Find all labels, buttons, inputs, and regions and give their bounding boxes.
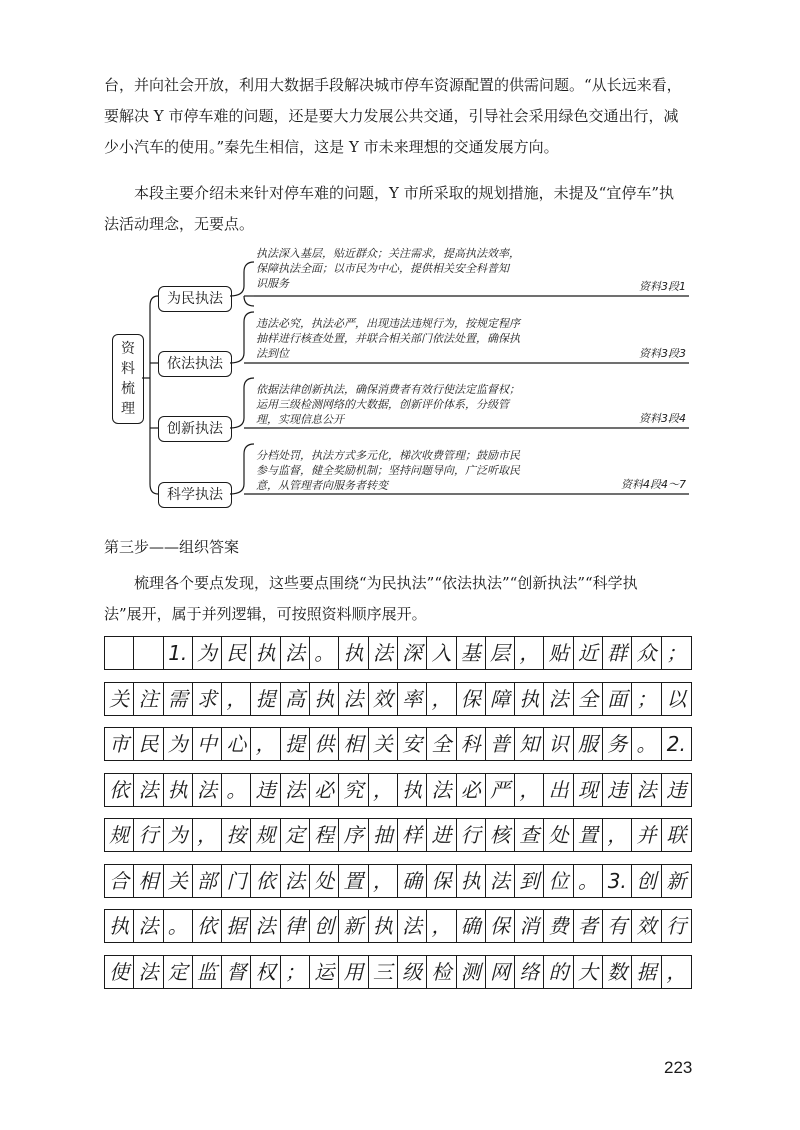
answer-grid-cell: 位	[544, 865, 573, 897]
answer-grid-cell: 求	[193, 683, 222, 715]
answer-grid-cell: 样	[398, 819, 427, 851]
answer-grid-cell: 三	[369, 956, 398, 988]
answer-grid-cell: 法	[339, 683, 368, 715]
answer-grid-cell: 监	[193, 956, 222, 988]
answer-grid-cell: 究	[339, 774, 368, 806]
answer-grid-cell: 众	[632, 637, 661, 669]
answer-grid-cell: 确	[457, 910, 486, 942]
answer-grid-row	[104, 682, 692, 716]
answer-grid-cell: 法	[134, 910, 163, 942]
answer-grid-cell: 违	[251, 774, 280, 806]
answer-grid-cell: 置	[574, 819, 603, 851]
answer-grid-cell	[105, 637, 134, 669]
answer-grid-cell: 。	[222, 774, 251, 806]
text-line: 要解决 Y 市停车难的问题，还是要大力发展公共交通，引导社会采用绿色交通出行，减	[104, 107, 679, 125]
paragraph-2	[104, 178, 696, 240]
answer-grid-cell: 创	[310, 910, 339, 942]
answer-grid-cell: 络	[515, 956, 544, 988]
text-line: 台，并向社会开放，利用大数据手段解决城市停车资源配置的供需问题。“从长远来看，	[104, 76, 682, 94]
answer-grid-cell: 必	[457, 774, 486, 806]
desc-line: 依据法律创新执法，确保消费者有效行使法定监督权；	[256, 383, 520, 396]
answer-grid-cell: 检	[427, 956, 456, 988]
branch-desc-1	[256, 246, 606, 291]
root-char: 梳	[121, 381, 135, 397]
answer-grid-cell: 。	[310, 637, 339, 669]
answer-grid-cell: 近	[574, 637, 603, 669]
answer-grid-cell: 高	[281, 683, 310, 715]
root-char: 资	[121, 341, 135, 357]
desc-line: 意，从管理者向服务者转变	[256, 479, 388, 492]
answer-grid-cell: 效	[369, 683, 398, 715]
step-heading	[104, 532, 696, 563]
desc-line: 参与监督，健全奖励机制；坚持问题导向，广泛听取民	[256, 464, 520, 477]
answer-grid-cell: 3.	[603, 865, 632, 897]
answer-grid-cell: 运	[310, 956, 339, 988]
step-heading-text: 第三步——组织答案	[104, 538, 240, 556]
material-mindmap	[104, 240, 696, 520]
answer-grid-cell: ；	[281, 956, 310, 988]
answer-grid-cell: 有	[603, 910, 632, 942]
answer-grid-row	[104, 818, 692, 852]
branch-source-2: 资料3段3	[639, 347, 686, 360]
answer-grid-cell: 督	[222, 956, 251, 988]
answer-grid-cell: 保	[427, 865, 456, 897]
answer-grid-cell: 执	[105, 910, 134, 942]
answer-grid-cell: 用	[339, 956, 368, 988]
answer-grid-cell: 市	[105, 728, 134, 760]
answer-grid-cell: ，	[222, 683, 251, 715]
answer-grid-cell: 法	[251, 910, 280, 942]
answer-grid-cell: ，	[515, 637, 544, 669]
answer-grid-cell: 。	[632, 728, 661, 760]
answer-grid-cell: 现	[574, 774, 603, 806]
branch-source-3: 资料3段4	[639, 412, 686, 425]
answer-grid-cell: 入	[427, 637, 456, 669]
answer-grid-cell: 全	[574, 683, 603, 715]
desc-line: 执法深入基层，贴近群众；关注需求，提高执法效率，	[256, 247, 520, 260]
answer-grid-cell: 法	[281, 774, 310, 806]
answer-grid-cell: 提	[251, 683, 280, 715]
answer-grid-cell: 执	[515, 683, 544, 715]
answer-grid-cell: 心	[222, 728, 251, 760]
answer-grid-cell: 定	[281, 819, 310, 851]
root-node	[112, 334, 144, 424]
answer-grid-cell: 服	[574, 728, 603, 760]
text-line: 本段主要介绍未来针对停车难的问题，Y 市所采取的规划措施，未提及“宜停车”执	[134, 184, 675, 202]
answer-grid-cell: 基	[457, 637, 486, 669]
answer-grid-cell: 新	[666, 868, 687, 893]
answer-grid-cell: ，	[515, 774, 544, 806]
answer-grid-cell: 行	[457, 819, 486, 851]
answer-grid-cell: 进	[427, 819, 456, 851]
answer-grid-cell	[134, 637, 163, 669]
answer-grid-cell: 法	[427, 774, 456, 806]
answer-grid-cell: 按	[222, 819, 251, 851]
answer-grid-row	[104, 955, 692, 989]
answer-grid-cell: 的	[544, 956, 573, 988]
answer-grid-cell: 法	[486, 865, 515, 897]
text-line: 法活动理念，无要点。	[104, 215, 255, 233]
answer-grid-cell: 程	[310, 819, 339, 851]
answer-grid-cell: ；	[666, 641, 687, 665]
answer-grid-cell: 违	[603, 774, 632, 806]
answer-grid-cell: 律	[281, 910, 310, 942]
answer-grid-cell: 2.	[666, 732, 686, 756]
answer-grid-cell: 执	[369, 910, 398, 942]
paragraph-1	[104, 70, 696, 163]
answer-grid-cell: ，	[369, 865, 398, 897]
answer-grid-cell: ，	[427, 683, 456, 715]
answer-grid-cell: 安	[398, 728, 427, 760]
answer-grid-cell: 关	[369, 728, 398, 760]
answer-grid-cell: 依	[251, 865, 280, 897]
answer-grid-cell: 消	[515, 910, 544, 942]
text-line: 梳理各个要点发现，这些要点围绕“为民执法”“依法执法”“创新执法”“科学执	[134, 574, 638, 592]
answer-grid-cell: 贴	[544, 637, 573, 669]
answer-grid-cell: 抽	[369, 819, 398, 851]
paragraph-3	[104, 568, 696, 630]
answer-grid-cell: 部	[193, 865, 222, 897]
answer-grid-cell: 关	[164, 865, 193, 897]
branch-label-1: 为民执法	[158, 286, 232, 312]
answer-grid-cell: 必	[310, 774, 339, 806]
answer-grid-cell: 门	[222, 865, 251, 897]
answer-grid-cell: 法	[193, 774, 222, 806]
answer-grid-cell: 面	[603, 683, 632, 715]
answer-grid-row	[104, 727, 692, 761]
answer-grid-cell: 使	[105, 956, 134, 988]
answer-grid-cell: 查	[515, 819, 544, 851]
answer-grid-cell: 执	[457, 865, 486, 897]
answer-grid-cell: 务	[603, 728, 632, 760]
answer-grid-cell: 执	[398, 774, 427, 806]
answer-grid-cell: 知	[515, 728, 544, 760]
answer-grid-cell: 民	[222, 637, 251, 669]
answer-grid-cell: 大	[574, 956, 603, 988]
text-line: 法”展开，属于并列逻辑，可按照资料顺序展开。	[104, 605, 427, 623]
branch-label-3: 创新执法	[158, 416, 232, 442]
answer-grid-cell: 处	[544, 819, 573, 851]
root-char: 理	[121, 401, 135, 417]
answer-grid-cell: 法	[281, 865, 310, 897]
answer-grid-cell: ，	[427, 910, 456, 942]
answer-grid-cell: 保	[486, 910, 515, 942]
answer-grid-cell: 供	[310, 728, 339, 760]
answer-grid-cell: 法	[134, 956, 163, 988]
answer-grid-cell: ，	[666, 959, 687, 984]
answer-grid-cell: 严	[486, 774, 515, 806]
answer-grid-cell: 法	[544, 683, 573, 715]
answer-grid-cell: 法	[134, 774, 163, 806]
answer-grid-cell: 群	[603, 637, 632, 669]
answer-grid-cell: 创	[632, 865, 661, 897]
answer-grid-cell: 联	[666, 823, 687, 847]
answer-grid-cell: 以	[666, 686, 687, 711]
answer-grid-cell: 。	[164, 910, 193, 942]
answer-grid-cell: 依	[105, 774, 134, 806]
answer-grid-cell: 执	[339, 637, 368, 669]
answer-grid-cell: 违	[666, 777, 687, 802]
answer-grid-cell: 相	[134, 865, 163, 897]
answer-grid-row	[104, 636, 692, 670]
desc-line: 违法必究，执法必严，出现违法违规行为，按规定程序	[256, 317, 520, 330]
page-number: 223	[664, 1058, 693, 1077]
desc-line: 保障执法全面；以市民为中心，提供相关安全科普知	[256, 262, 509, 275]
answer-grid-cell: ，	[251, 728, 280, 760]
answer-grid-cell: 权	[251, 956, 280, 988]
answer-grid-cell: 法	[398, 910, 427, 942]
answer-grid-cell: 相	[339, 728, 368, 760]
answer-grid-cell: 核	[486, 819, 515, 851]
answer-grid-cell: 规	[105, 819, 134, 851]
answer-grid-cell: 率	[398, 683, 427, 715]
answer-grid-cell: 确	[398, 865, 427, 897]
answer-grid-cell: 执	[310, 683, 339, 715]
answer-grid-cell: 费	[544, 910, 573, 942]
answer-grid-cell: 序	[339, 819, 368, 851]
answer-grid-cell: 数	[603, 956, 632, 988]
answer-grid-row	[104, 864, 692, 898]
answer-grid-cell: 并	[632, 819, 661, 851]
desc-line: 识服务	[256, 277, 289, 290]
answer-grid-row	[104, 773, 692, 807]
answer-grid-row	[104, 909, 692, 943]
branch-desc-3	[256, 382, 606, 427]
answer-grid-cell: 据	[632, 956, 661, 988]
answer-grid-cell: 效	[632, 910, 661, 942]
answer-grid-cell: 据	[222, 910, 251, 942]
desc-line: 分档处罚，执法方式多元化，梯次收费管理；鼓励市民	[256, 449, 520, 462]
answer-grid-cell: 行	[134, 819, 163, 851]
answer-grid-cell: 法	[632, 774, 661, 806]
answer-grid-cell: 新	[339, 910, 368, 942]
answer-grid-cell: 中	[193, 728, 222, 760]
desc-line: 法到位	[256, 347, 289, 360]
answer-grid-cell: 测	[457, 956, 486, 988]
answer-grid-cell: 置	[339, 865, 368, 897]
desc-line: 抽样进行核查处置，并联合相关部门依法处置，确保执	[256, 332, 520, 345]
answer-grid-cell: 为	[164, 728, 193, 760]
answer-grid-cell: 民	[134, 728, 163, 760]
answer-grid-cell: 为	[193, 637, 222, 669]
answer-grid-cell: 保	[457, 683, 486, 715]
answer-grid-cell: 需	[164, 683, 193, 715]
answer-grid-cell: 行	[666, 914, 687, 938]
answer-grid-cell: 法	[281, 637, 310, 669]
answer-grid-cell: 深	[398, 637, 427, 669]
answer-grid-cell: ，	[369, 774, 398, 806]
answer-grid-cell: 科	[457, 728, 486, 760]
answer-grid-cell: 执	[164, 774, 193, 806]
answer-grid-cell: 障	[486, 683, 515, 715]
branch-label-2: 依法执法	[158, 351, 232, 377]
branch-desc-2	[256, 316, 606, 361]
answer-grid-cell: ；	[632, 683, 661, 715]
answer-grid-cell: 执	[251, 637, 280, 669]
answer-grid-cell: 为	[164, 819, 193, 851]
desc-line: 理，实现信息公开	[256, 413, 344, 426]
answer-grid-cell: 合	[105, 865, 134, 897]
answer-grid-cell: 处	[310, 865, 339, 897]
answer-grid-cell: 全	[427, 728, 456, 760]
branch-desc-4	[256, 448, 606, 493]
answer-grid-cell: 层	[486, 637, 515, 669]
branch-label-4: 科学执法	[158, 482, 232, 508]
branch-source-4: 资料4段4～7	[621, 478, 686, 491]
branch-source-1: 资料3段1	[639, 280, 686, 293]
answer-grid-cell: 1.	[164, 637, 193, 669]
text-line: 少小汽车的使用。”秦先生相信，这是 Y 市未来理想的交通发展方向。	[104, 138, 559, 156]
answer-grid-cell: 关	[105, 683, 134, 715]
answer-grid-cell: 识	[544, 728, 573, 760]
answer-grid-cell: ，	[603, 819, 632, 851]
answer-grid-cell: 网	[486, 956, 515, 988]
answer-grid-cell: 定	[164, 956, 193, 988]
answer-grid-cell: 者	[574, 910, 603, 942]
answer-grid-cell: 到	[515, 865, 544, 897]
answer-grid-cell: 。	[574, 865, 603, 897]
answer-grid-cell: 提	[281, 728, 310, 760]
answer-grid-cell: ，	[193, 819, 222, 851]
answer-grid-cell: 普	[486, 728, 515, 760]
answer-grid-cell: 注	[134, 683, 163, 715]
desc-line: 运用三级检测网络的大数据，创新评价体系，分级管	[256, 398, 509, 411]
answer-grid-cell: 规	[251, 819, 280, 851]
root-char: 料	[121, 361, 135, 377]
answer-grid-cell: 出	[544, 774, 573, 806]
answer-grid-cell: 法	[369, 637, 398, 669]
answer-grid-cell: 依	[193, 910, 222, 942]
answer-grid-cell: 级	[398, 956, 427, 988]
